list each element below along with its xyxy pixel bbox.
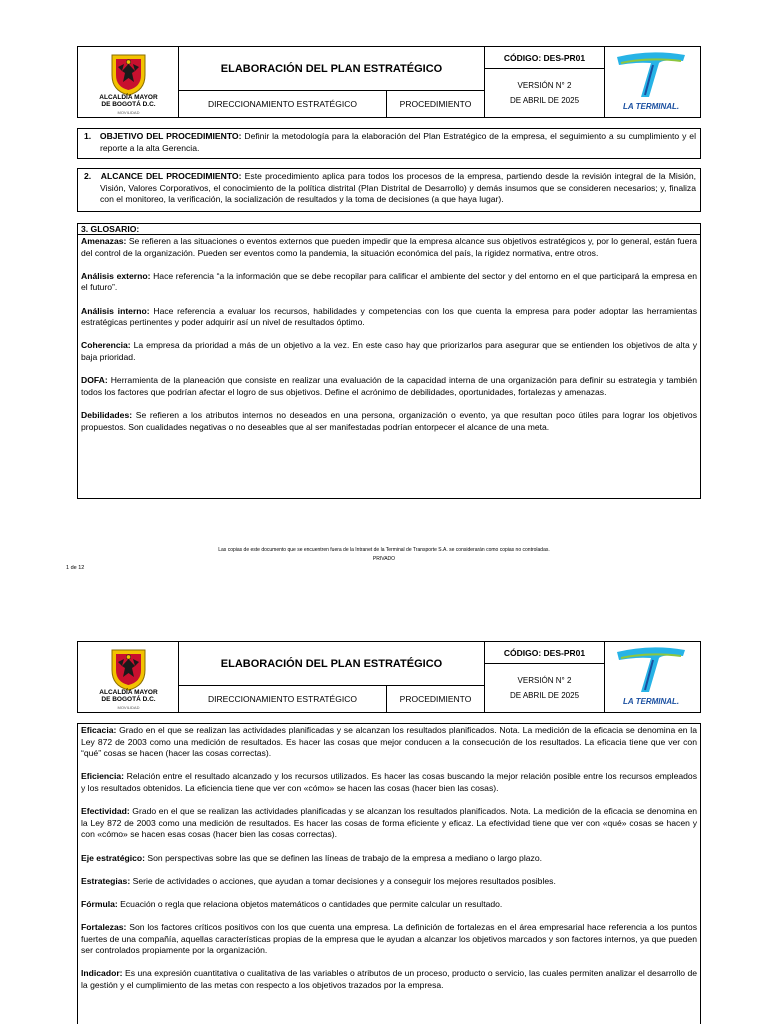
glossary-term [81,771,697,794]
glossary-term [81,306,697,329]
scope-text: Este procedimiento aplica para todos los procesos de la empresa, partiendo desde la revisión integral de la Misión, Visión, Valores Corporativos, el conocimiento de la política distrital (Plan Distrital de Desarrollo) y demás insumos que se consideren necesarios; y, finaliza con el monitoreo, la verificación, la socialización de resultados y la toma de decisiones (a que haya lugar). [100,171,696,205]
terminal-logo-cell [605,47,700,117]
term-definition: Hace referencia a evaluar los recursos, habilidades y competencias con los que cuenta la empresa para poder adoptar las herramientas estratégicas pertinentes y poder adquirir así un nivel de resultados óptimo. [81,305,697,328]
objective-paragraph [78,129,700,156]
document-header [77,46,701,118]
term-definition: Es una expresión cuantitativa o cualitativa de las variables o atributos de un proceso, producto o servicio, las cuales permiten analizar el desarrollo de la gestión y el cumplimiento de las metas con respecto a los objetivos trazados por la empresa. [81,968,697,991]
term-definition: Herramienta de la planeación que consiste en realizar una evaluación de la capacidad interna de una organización para definir su estrategia y también todos los factores que podrían afectar el logro de sus objetivos. Define el acrónimo de debilidades, oportunidades, fortalezas y amenazas. [81,375,697,397]
glossary-term [81,853,697,865]
term-definition: Son los factores críticos positivos con los que cuenta una empresa. La definición de fortalezas en el área empresarial hace referencia a los puntos fuertes de una compañía, aquellas características propias de la empresa que le ayudan a alcanzar los objetivos marcados y son factores internos, ya que pueden ser controlados propiamente por la organización. [81,922,697,956]
document-type: PROCEDIMIENTO [387,91,485,117]
scope-label: ALCANCE DEL PROCEDIMIENTO: [100,171,242,181]
term-definition: Serie de actividades o acciones, que ayudan a tomar decisiones y a conseguir los mejores resultados posibles. [130,875,556,886]
glossary-term [81,899,697,911]
glossary-term [81,375,697,398]
scope-paragraph [78,169,700,208]
terminal-logo-icon [605,47,700,103]
terminal-logo-text: LA TERMINAL. [623,697,680,706]
logo-line-2: DE BOGOTÁ D.C. [101,101,156,108]
logo-line-1: ALCALDÍA MAYOR [99,94,158,101]
term-label: Eje estratégico: [81,852,145,863]
term-label: Análisis externo: [81,270,151,281]
bogota-coat-of-arms-icon [78,49,179,99]
version-date: DE ABRIL DE 2025 [509,96,580,105]
term-definition: Se refieren a las situaciones o eventos externos que pueden impedir que la empresa alcance sus objetivos estratégicos y, por lo general, están fuera del control de la organización. Pueden ser eventos como la pandemia, la situación económica del país, la rigidez normativa, entre otros. [81,236,697,258]
glossary-terms [78,724,700,993]
term-label: Análisis interno: [81,305,150,316]
logo-sub: MOVILIDAD [117,110,140,115]
term-definition: Grado en el que se realizan las actividades planificadas y se alcanzan los resultados planificados. Nota. La medición de la eficacia se denomina en la Ley 872 de 2003 como una medición de resultados. Es hacer las cosas que mejor conducen a la consecución de los resultados. La eficacia tiene que ver con “qué” cosas se hacen (hacer las cosas correctas). [81,725,697,759]
glossary-section [77,223,701,499]
document-title: ELABORACIÓN DEL PLAN ESTRATÉGICO [179,47,485,91]
glossary-terms [78,235,700,434]
bogota-logo-cell [78,47,179,117]
term-definition: Son perspectivas sobre las que se definen las líneas de trabajo de la empresa a mediano o largo plazo. [145,852,542,863]
document-type: PROCEDIMIENTO [387,686,485,712]
version-cell [485,664,605,712]
scope-number: 2. [84,171,92,181]
version-number: VERSIÓN N° 2 [517,81,572,90]
bogota-logo-cell [78,642,179,712]
objective-number: 1. [84,131,92,141]
logo-line-1: ALCALDÍA MAYOR [99,689,158,696]
glossary-title: 3. GLOSARIO: [78,224,700,235]
term-definition: Grado en el que se realizan las actividades planificadas y se alcanzan los resultados planificados. Nota. La medición de la eficacia se denomina en la Ley 872 de 2003 como una medición de resultados. Es hacer las cosas de forma eficiente y eficaz. La efectividad tiene que ver con «qué» cosas se hacen y con «cómo» se hacen esas cosas (hacer bien las cosas correctas). [81,806,697,840]
term-label: Estrategias: [81,875,131,886]
logo-sub: MOVILIDAD [117,705,140,710]
term-label: Efectividad: [81,806,130,817]
document-header [77,641,701,713]
glossary-term [81,806,697,841]
version-date: DE ABRIL DE 2025 [509,691,580,700]
footer-privacy: PRIVADO [372,556,396,562]
term-definition: La empresa da prioridad a más de un objetivo a la vez. En este caso hay que priorizarlos para asegurar que se entienden los objetivos de alta y baja prioridad. [81,340,697,362]
objective-text: Definir la metodología para la elaboración del Plan Estratégico de la empresa, el seguimiento a su cumplimiento y el reporte a la alta Gerencia. [100,131,696,153]
area-label: DIRECCIONAMIENTO ESTRATÉGICO [179,91,387,117]
term-label: Fórmula: [81,898,118,909]
term-definition: Relación entre el resultado alcanzado y los recursos utilizados. Es hacer las cosas buscando la mejor relación posible entre los recursos empleados y los resultados obtenidos. La eficiencia tiene que ver con «cómo» se hacen las cosas (hacer bien las cosas). [81,771,697,793]
version-number: VERSIÓN N° 2 [517,676,572,685]
terminal-logo-cell [605,642,700,712]
page-number: 1 de 12 [66,565,85,571]
glossary-term [81,271,697,294]
terminal-logo-text: LA TERMINAL. [623,102,680,111]
terminal-logo-icon [605,642,700,698]
glossary-term [81,236,697,259]
term-label: Fortalezas: [81,922,127,933]
glossary-term [81,876,697,888]
objective-section [77,128,701,159]
objective-label: OBJETIVO DEL PROCEDIMIENTO: [99,131,242,141]
term-label: Eficacia: [81,725,117,735]
term-definition: Se refieren a los atributos internos no deseados en una persona, organización o evento, ya que resultan poco útiles para lograr los objetivos propuestos. Son cualidades negativas o no deseables que al ser manifestadas podrían entorpecer el alcance de una meta. [81,409,697,432]
glossary-continued [77,723,701,1024]
glossary-term [81,410,697,433]
term-label: DOFA: [81,375,108,386]
glossary-term [81,922,697,957]
document-code: CÓDIGO: DES-PR01 [485,47,605,69]
term-label: Coherencia: [81,340,131,351]
scope-section [77,168,701,212]
term-definition: Hace referencia “a la información que se debe recopilar para calificar el ambiente del sector y del entorno en el que participará la empresa en el futuro”. [81,270,697,293]
term-definition: Ecuación o regla que relaciona objetos matemáticos o cantidades que permite calcular un resultado. [117,898,503,909]
version-cell [485,69,605,117]
glossary-term [81,968,697,991]
term-label: Amenazas: [81,236,127,246]
bogota-coat-of-arms-icon [78,644,179,694]
term-label: Debilidades: [81,409,133,420]
logo-line-2: DE BOGOTÁ D.C. [101,696,156,703]
document-code: CÓDIGO: DES-PR01 [485,642,605,664]
area-label: DIRECCIONAMIENTO ESTRATÉGICO [179,686,387,712]
glossary-term [81,725,697,760]
term-label: Indicador: [81,968,123,979]
document-title: ELABORACIÓN DEL PLAN ESTRATÉGICO [179,642,485,686]
term-label: Eficiencia: [81,771,124,782]
glossary-term [81,340,697,363]
footer-disclaimer: Las copias de este documento que se encuentren fuera de la Intranet de la Terminal de Transporte S.A. se considerarán como copias no controladas. [218,547,550,553]
